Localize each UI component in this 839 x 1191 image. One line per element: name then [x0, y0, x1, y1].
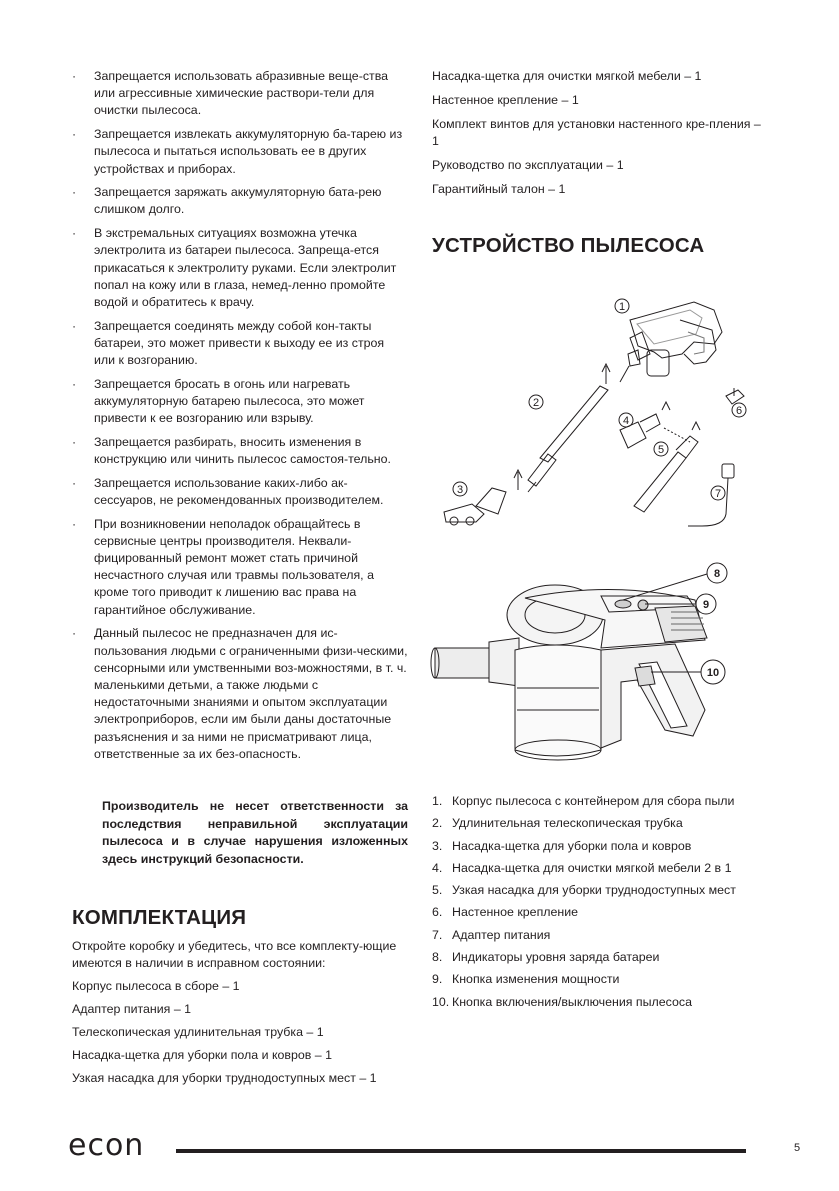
list-item: Гарантийный талон – 1 — [432, 182, 566, 196]
bullet-dot: · — [72, 318, 77, 333]
list-item: Адаптер питания – 1 — [72, 1002, 192, 1016]
bullet-text: В экстремальных ситуациях возможна утечка электролита из батареи пылесоса. Запреща-ется прикасаться к электролиту руками. Если электролит попал на кожу или в глаза, немед-ленно промойте водой и обратитесь к врачу. — [94, 226, 397, 309]
part-number: 2. — [432, 816, 443, 831]
part-number: 8. — [432, 950, 443, 965]
bullet-dot: · — [72, 127, 77, 142]
section-title-device: УСТРОЙСТВО ПЫЛЕСОСА — [432, 234, 705, 257]
list-item: Корпус пылесоса в сборе – 1 — [72, 979, 240, 993]
list-item — [432, 838, 770, 855]
callout-10: 10 — [706, 667, 720, 679]
battery-indicator-icon — [615, 600, 631, 608]
part-text: Удлинительная телескопическая трубка — [452, 816, 683, 831]
handle-drawing — [601, 644, 705, 748]
list-item: Телескопическая удлинительная трубка – 1 — [72, 1025, 324, 1039]
callout-3: 3 — [456, 484, 464, 496]
parts-list — [432, 793, 770, 1016]
kompl-list-continued — [432, 68, 770, 205]
bullet-text: Данный пылесос не предназначен для ис-пользования людьми с ограниченными физи-ческими, сенсорными или умственными воз-можностями, в т. ч. маленькими детьми, а также людьми с недостаточными знаниями и опытом эксплуатации электроприборов, если им были даны достаточные разъяснения и за ними не присматривают лица, ответственные за их без-опасность. — [94, 626, 408, 761]
bullet-text: Запрещается извлекать аккумуляторную ба-тарею из пылесоса и пытаться использовать ее в других устройствах и приборах. — [94, 127, 403, 176]
list-item: Узкая насадка для уборки труднодоступных мест – 1 — [72, 1071, 377, 1085]
list-item: Комплект винтов для установки настенного кре-пления – 1 — [432, 117, 761, 148]
vacuum-body-drawing — [628, 302, 722, 376]
bullet-dot: · — [72, 626, 77, 641]
list-item — [432, 994, 770, 1011]
bullet-text: Запрещается использовать абразивные веще-ства или агрессивные химические раствори-тели для очистки пылесоса. — [94, 69, 389, 118]
part-text: Кнопка включения/выключения пылесоса — [452, 994, 692, 1009]
components-diagram — [432, 292, 762, 532]
part-text: Насадка-щетка для уборки пола и ковров — [452, 838, 692, 853]
floor-brush-drawing — [444, 488, 506, 525]
list-item — [72, 475, 408, 509]
list-item — [432, 904, 770, 921]
part-number: 7. — [432, 927, 443, 942]
part-text: Корпус пылесоса с контейнером для сбора пыли — [452, 794, 735, 808]
list-item: Насадка-щетка для уборки пола и ковров – 1 — [72, 1048, 333, 1062]
part-text: Настенное крепление — [452, 905, 579, 920]
part-text: Адаптер питания — [452, 927, 551, 942]
callout-6: 6 — [735, 405, 743, 417]
list-item — [72, 376, 408, 428]
list-item — [432, 793, 770, 810]
connector-line — [620, 366, 629, 382]
list-item — [72, 318, 408, 370]
bullet-text: При возникновении неполадок обращайтесь в сервисные центры производителя. Неквали-фицированный ремонт может стать причиной несчастного случая или травмы пользователя, а кроме того приводит к лишению вас права на гарантийное обслуживание. — [94, 516, 374, 617]
list-item — [72, 184, 408, 218]
list-item: Руководство по эксплуатации – 1 — [432, 158, 624, 172]
bullet-text: Запрещается разбирать, вносить изменения в конструкцию или чинить пылесос самостоя-тельно. — [94, 434, 391, 467]
part-number: 5. — [432, 883, 443, 898]
bullet-text: Запрещается заряжать аккумуляторную бата-рею слишком долго. — [94, 185, 382, 217]
list-item — [72, 434, 408, 468]
kompl-intro: Откройте коробку и убедитесь, что все комплекту-ющие имеются в наличии в исправном состоянии: — [72, 939, 397, 970]
telescopic-tube-drawing — [528, 386, 608, 492]
bullet-text: Запрещается использование каких-либо ак-сессуаров, не рекомендованных производителем. — [94, 475, 384, 507]
econ-logo: econ — [68, 1128, 145, 1163]
bullet-dot: · — [72, 226, 77, 241]
callout-1: 1 — [618, 301, 626, 313]
callout-9: 9 — [702, 599, 710, 611]
callout-5: 5 — [657, 444, 665, 456]
list-item — [432, 860, 770, 877]
power-mode-button-icon — [638, 600, 648, 610]
part-number: 10. — [432, 994, 450, 1009]
callout-2: 2 — [532, 397, 540, 409]
bullet-dot: · — [72, 516, 77, 531]
callout-4: 4 — [622, 415, 630, 427]
bullet-text: Запрещается бросать в огонь или нагревать аккумуляторную батарею пылесоса, это может привести к ее возгоранию или взрыву. — [94, 376, 365, 426]
list-item — [432, 815, 770, 832]
dust-container-drawing — [515, 645, 601, 760]
list-item — [72, 126, 408, 178]
bullet-dot: · — [72, 69, 77, 83]
part-text: Насадка-щетка для очистки мягкой мебели 2 в 1 — [452, 860, 732, 875]
part-number: 3. — [432, 838, 443, 853]
vacuum-body-diagram — [425, 560, 765, 775]
list-item: Настенное крепление – 1 — [432, 93, 579, 107]
arrow-icon — [692, 422, 700, 430]
list-item — [72, 516, 408, 619]
crevice-tool-drawing — [634, 422, 700, 512]
section-title-kompl: КОМПЛЕКТАЦИЯ — [72, 906, 247, 929]
part-number: 6. — [432, 905, 443, 920]
part-number: 1. — [432, 794, 443, 808]
bullet-dot: · — [72, 434, 77, 449]
list-item — [432, 949, 770, 966]
arrow-icon — [662, 402, 670, 410]
bullet-text: Запрещается соединять между собой кон-такты батареи, это может привести к выходу ее из строя или к возгоранию. — [94, 318, 385, 368]
nozzle-drawing — [431, 638, 519, 686]
page-number: 5 — [794, 1142, 801, 1154]
part-text: Кнопка изменения мощности — [452, 972, 620, 987]
list-item — [432, 927, 770, 944]
list-item — [72, 625, 408, 763]
part-number: 4. — [432, 860, 443, 875]
list-item — [432, 882, 770, 899]
manufacturer-warning: Производитель не несет ответственности за последствия неправильной эксплуатации пылесоса и в случае нарушения изложенных здесь инструкций безопасности. — [102, 799, 408, 866]
part-text: Индикаторы уровня заряда батареи — [452, 950, 660, 965]
bullet-dot: · — [72, 185, 77, 200]
main-body-drawing — [507, 585, 710, 648]
list-item — [432, 971, 770, 988]
list-item: Насадка-щетка для очистки мягкой мебели – 1 — [432, 69, 702, 83]
callout-8: 8 — [713, 568, 721, 580]
part-number: 9. — [432, 972, 443, 987]
wall-mount-drawing — [726, 388, 744, 404]
callout-7: 7 — [714, 488, 722, 500]
kompl-list — [72, 938, 408, 1093]
part-text: Узкая насадка для уборки труднодоступных мест — [452, 883, 736, 898]
list-item — [72, 68, 408, 120]
footer-divider — [176, 1149, 746, 1153]
safety-bullet-list — [72, 68, 408, 770]
list-item — [72, 225, 408, 311]
bullet-dot: · — [72, 475, 77, 490]
bullet-dot: · — [72, 376, 77, 391]
power-trigger-icon — [635, 666, 655, 686]
